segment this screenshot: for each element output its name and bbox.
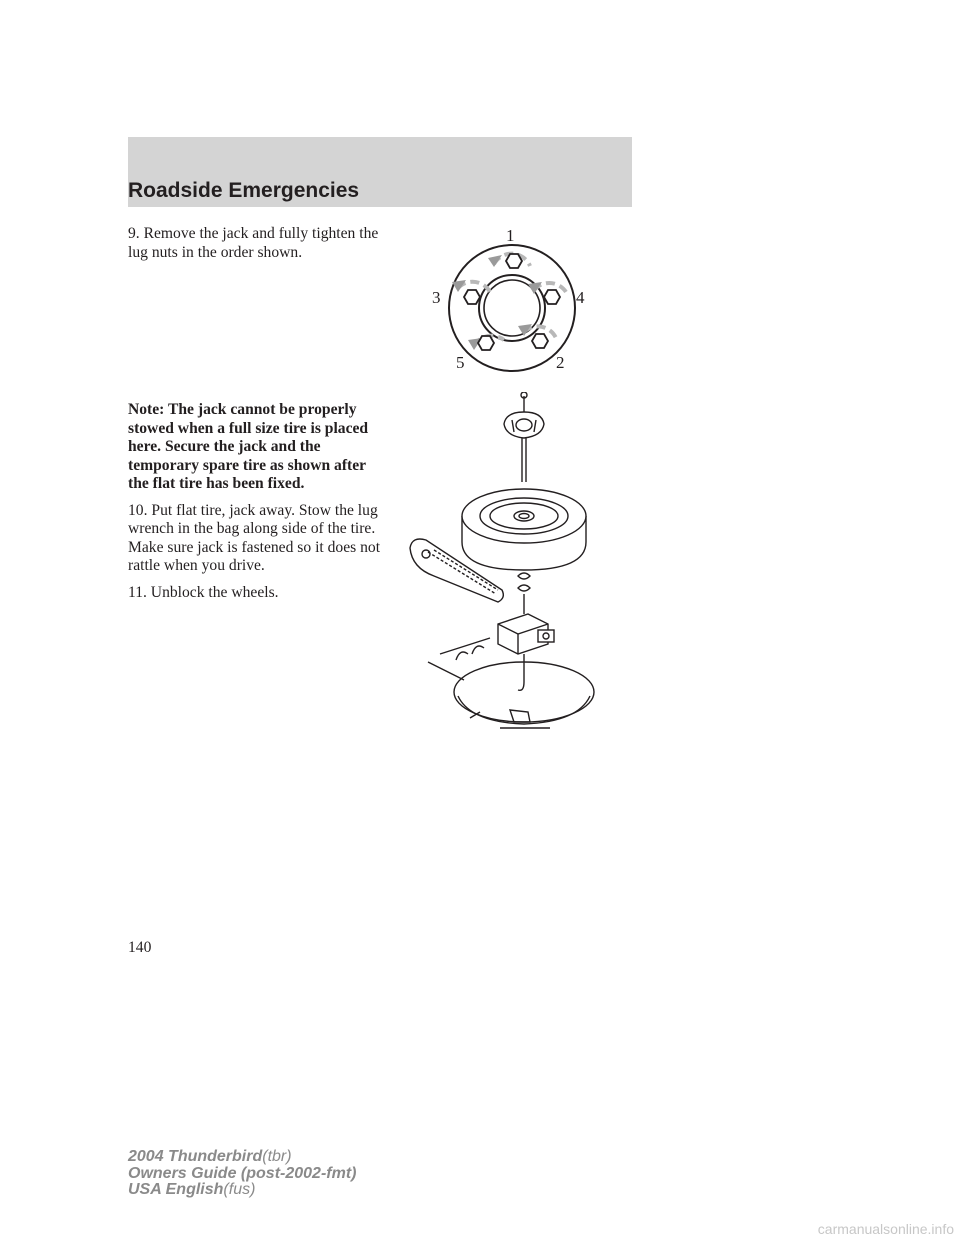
wing-nut xyxy=(504,412,544,438)
instructions xyxy=(128,401,390,610)
lower-hardware xyxy=(518,573,530,614)
step-11-text: 11. Unblock the wheels. xyxy=(128,583,279,601)
footer-line-3: USA English(fus) xyxy=(128,1181,256,1198)
lug-nut-1 xyxy=(506,254,522,268)
label-2: 2 xyxy=(556,353,565,372)
spare-tire-well xyxy=(428,638,594,728)
watermark[interactable]: carmanualsonline.info xyxy=(817,1221,954,1237)
label-1: 1 xyxy=(506,226,515,245)
label-5: 5 xyxy=(456,353,465,372)
label-4: 4 xyxy=(576,288,585,307)
lug-nut-2 xyxy=(532,334,548,348)
lug-nut-order-diagram xyxy=(430,222,600,382)
label-3: 3 xyxy=(432,288,441,307)
step-9 xyxy=(128,225,390,270)
footer-line-1: 2004 Thunderbird(tbr) xyxy=(128,1148,292,1165)
footer-line-2: Owners Guide (post-2002-fmt) xyxy=(128,1164,357,1182)
lug-nut-3 xyxy=(464,290,480,304)
hook-bolt xyxy=(518,654,524,690)
lug-nut-5 xyxy=(478,336,494,350)
jack xyxy=(498,614,554,654)
lug-nut-4 xyxy=(544,290,560,304)
section-title: Roadside Emergencies xyxy=(128,179,360,202)
step-9-text: 9. Remove the jack and fully tighten the lug nuts in the order shown. xyxy=(128,225,379,261)
step-10-text: 10. Put flat tire, jack away. Stow the lug wrench in the bag along side of the tire. Make sure jack is fastened so it does not rattle when you drive. xyxy=(128,501,381,574)
spare-tire xyxy=(462,489,586,570)
footer xyxy=(128,1149,356,1199)
page-number: 140 xyxy=(128,939,152,956)
spare-tire-stowage-illustration xyxy=(400,392,600,737)
note-text: Note: The jack cannot be properly stowed when a full size tire is placed here. Secure the jack and the temporary spare tire as shown after the flat tire has been fixed. xyxy=(128,401,369,492)
